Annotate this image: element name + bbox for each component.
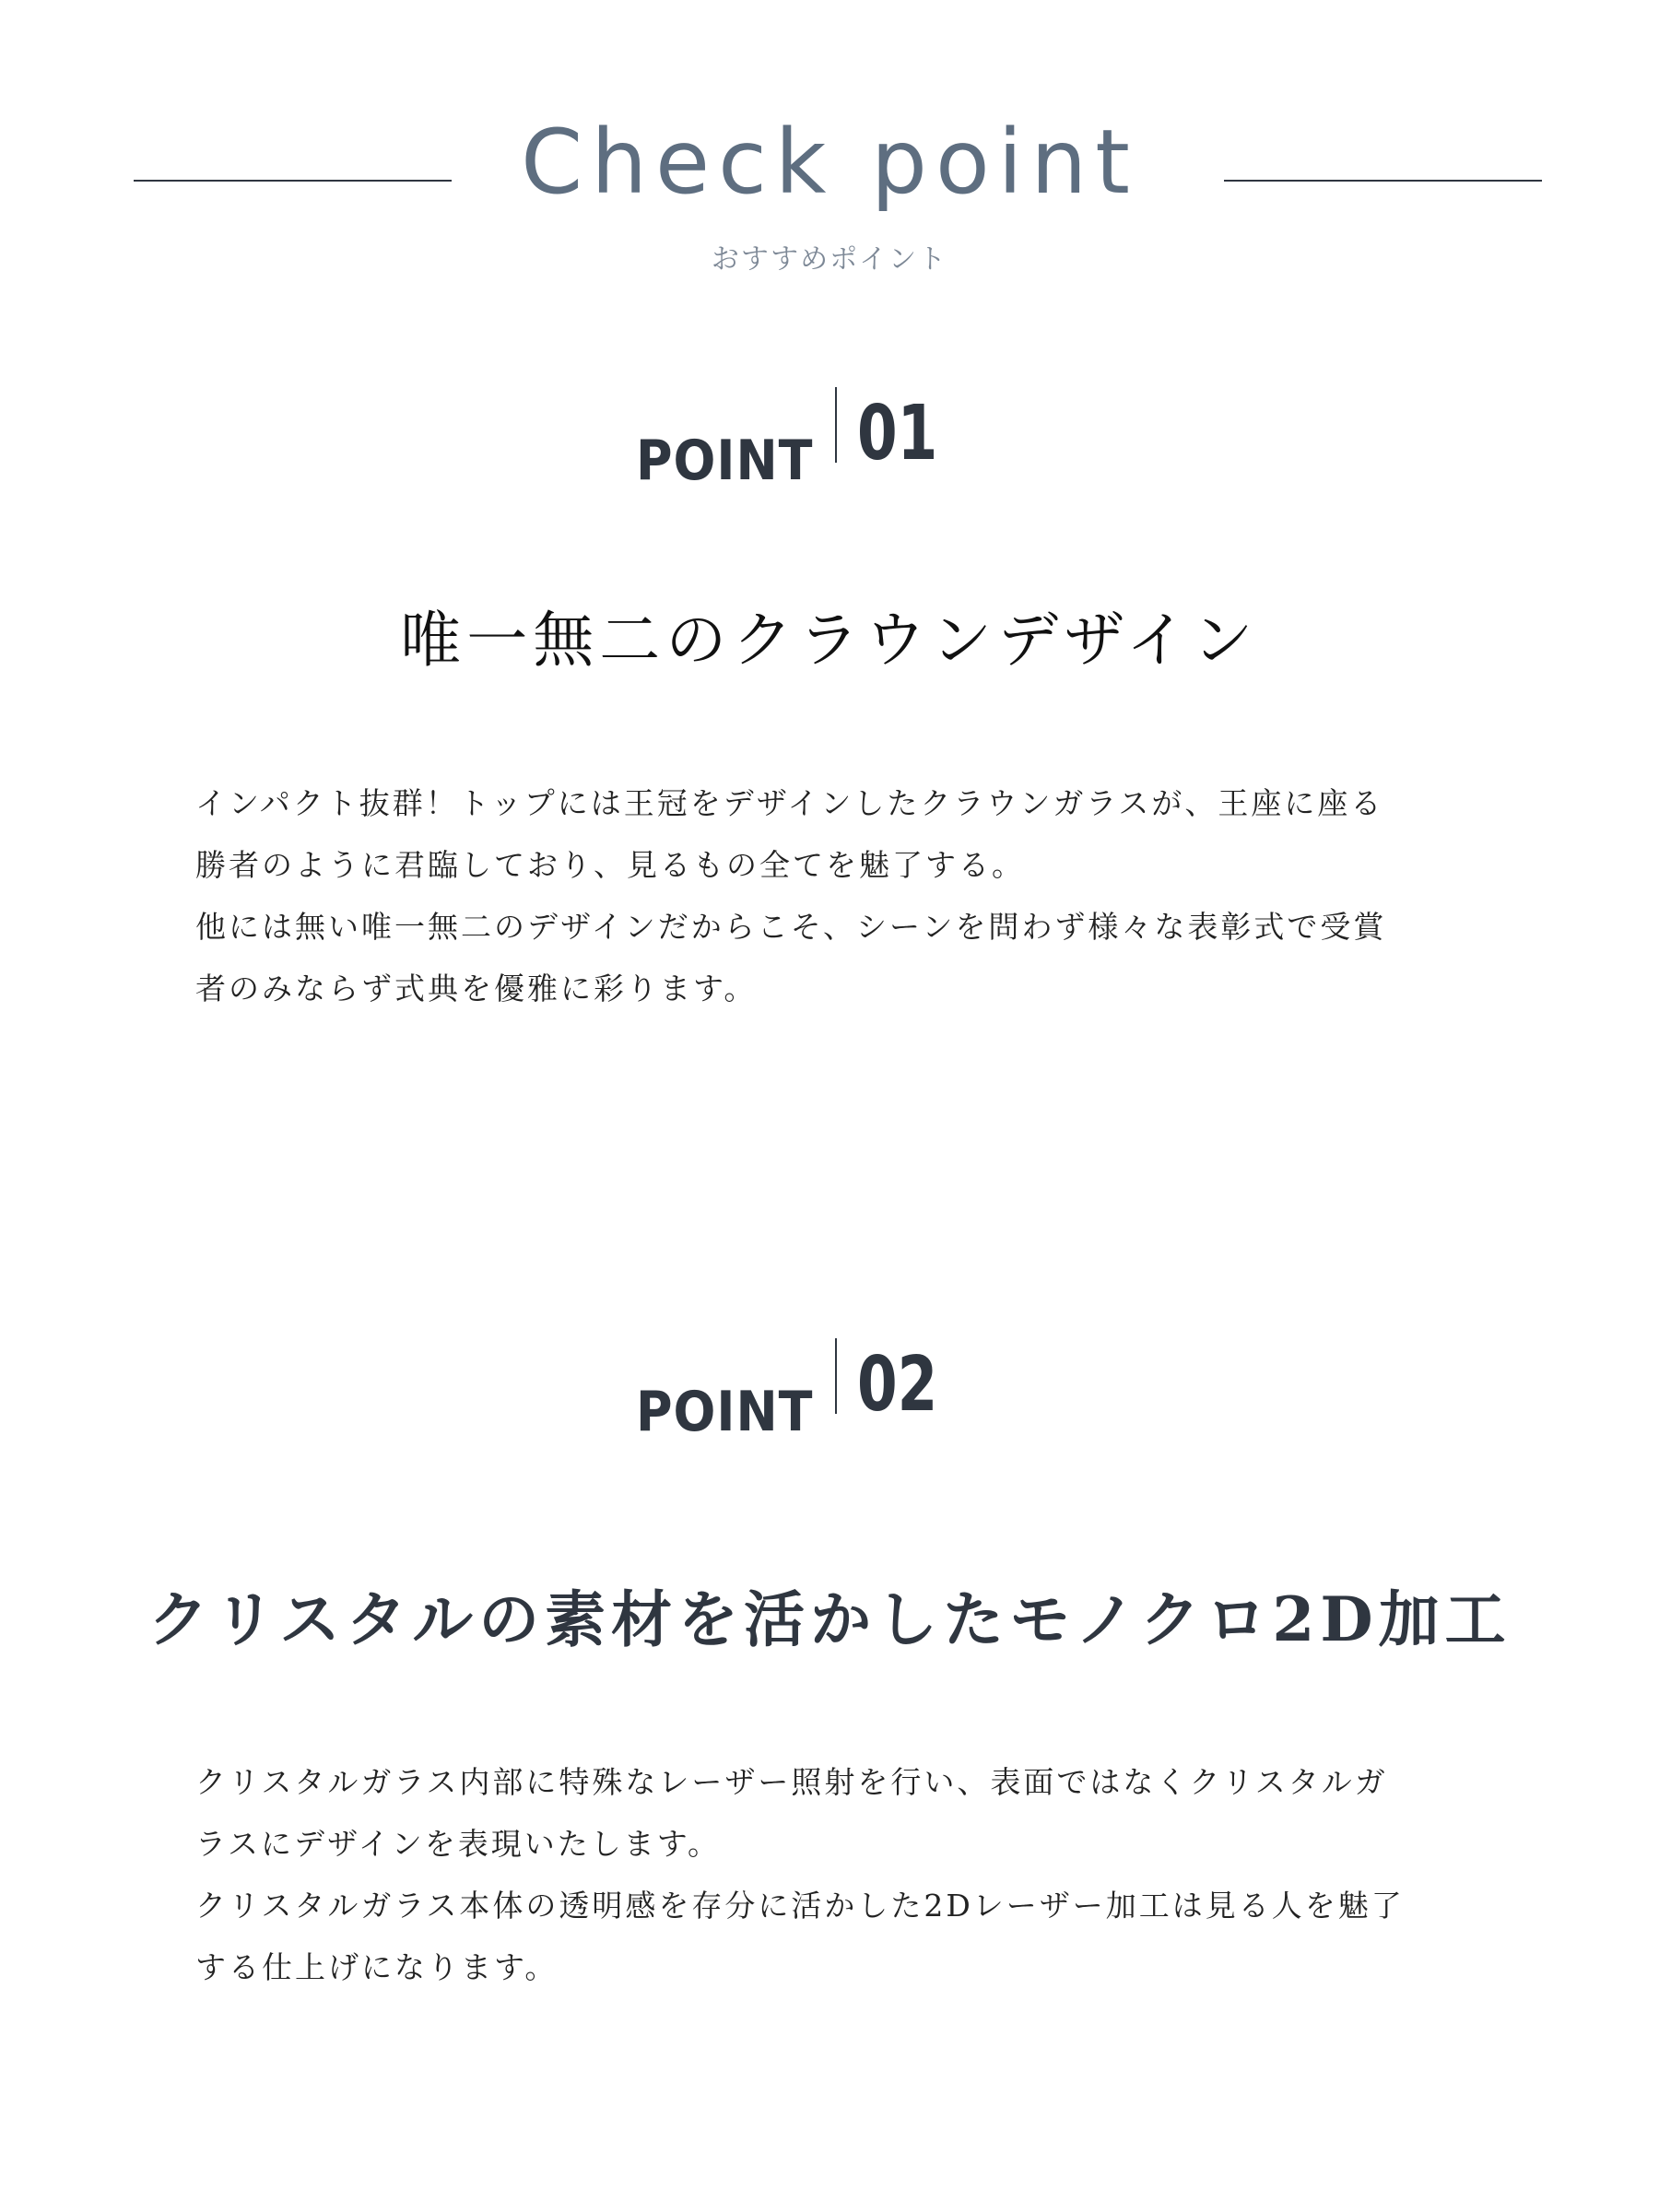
body-line: ラスにデザインを表現いたします。: [195, 1826, 722, 1862]
point-number: 02: [857, 1341, 938, 1429]
point-02-body: [195, 1751, 1486, 1998]
section-title: Check point: [521, 111, 1138, 214]
body-line: クリスタルガラス内部に特殊なレーザー照射を行い、表面ではなくクリスタルガ: [195, 1764, 1388, 1800]
section-header: [0, 0, 1659, 295]
body-line: クリスタルガラス本体の透明感を存分に活かした2Dレーザー加工は見る人を魅了: [195, 1888, 1405, 1924]
point-word: POINT: [636, 1380, 814, 1444]
body-line: 者のみならず式典を優雅に彩ります。: [195, 971, 758, 1006]
body-line: 勝者のように君臨しており、見るもの全てを魅了する。: [195, 847, 1025, 883]
point-01-body: [195, 772, 1486, 1019]
body-line: インパクト抜群！トップには王冠をデザインしたクラウンガラスが、王座に座る: [195, 785, 1384, 821]
point-divider: [835, 1338, 837, 1414]
section-subtitle: おすすめポイント: [711, 243, 948, 276]
header-divider-right: [1224, 180, 1542, 182]
point-01-heading: 唯一無二のクラウンデザイン: [400, 605, 1259, 676]
point-word: POINT: [636, 429, 814, 493]
point-02-heading: クリスタルの素材を活かしたモノクロ2D加工: [147, 1583, 1512, 1655]
point-divider: [835, 387, 837, 463]
body-line: する仕上げになります。: [195, 1949, 559, 1985]
point-01-label: [0, 387, 1659, 493]
point-02-label: [0, 1338, 1659, 1444]
point-number: 01: [857, 390, 938, 477]
body-line: 他には無い唯一無二のデザインだからこそ、シーンを問わず様々な表彰式で受賞: [195, 909, 1387, 945]
